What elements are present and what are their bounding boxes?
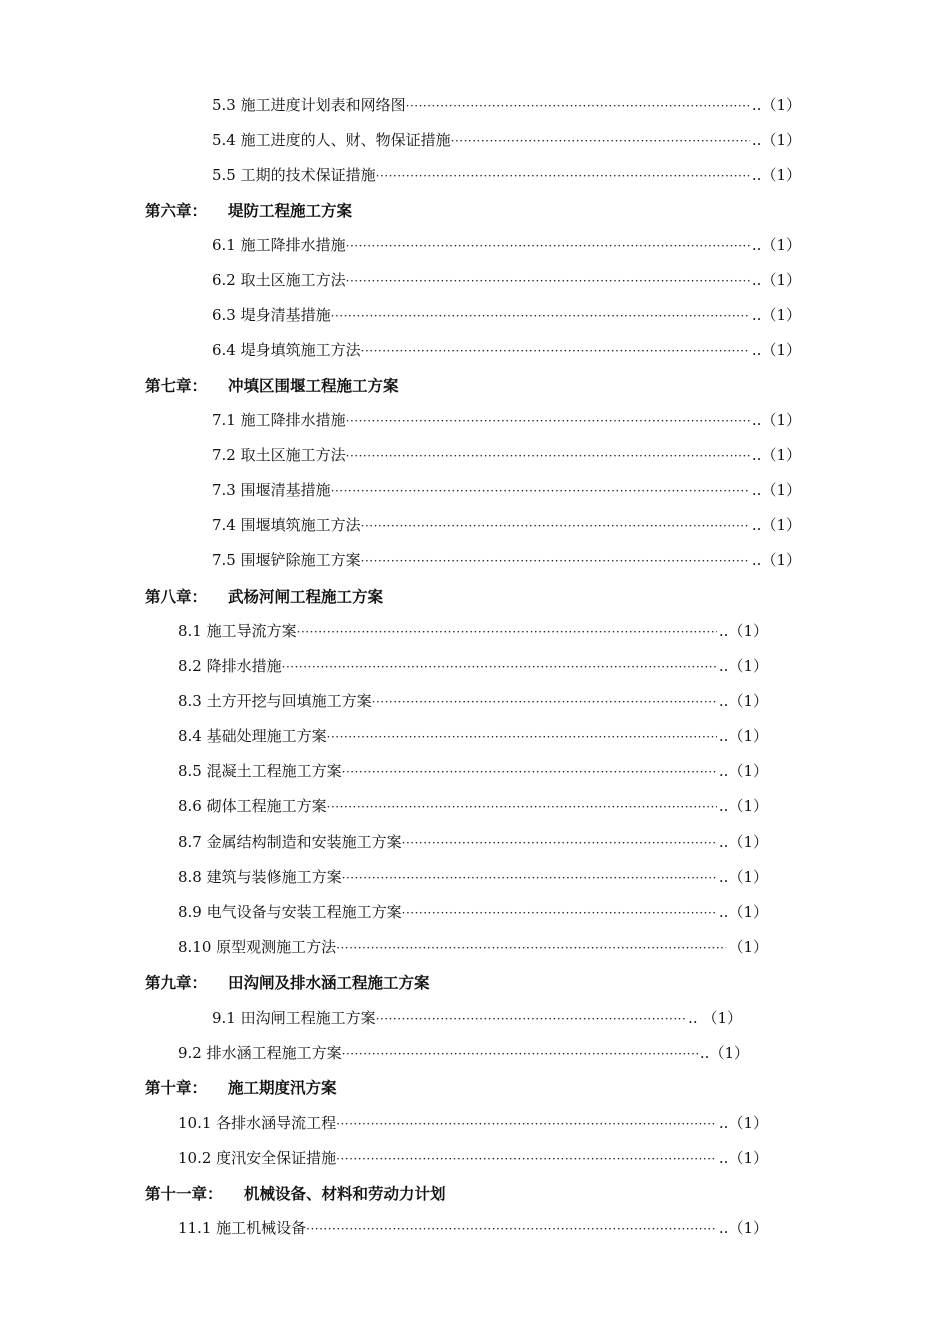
chapter-number: 第十章： [145,1078,208,1097]
toc-entry[interactable] [178,1110,768,1136]
toc-entry[interactable] [212,407,801,433]
dot-leader [451,128,750,154]
toc-entry[interactable] [212,1005,742,1031]
dot-leader [336,1146,717,1172]
toc-entry-page: ..（1） [751,341,801,359]
toc-entry-page: ..（1） [699,1044,749,1062]
toc-entry-page: ..（1） [751,516,801,534]
dot-leader [361,338,750,364]
toc-entry[interactable] [212,547,801,573]
chapter-heading[interactable] [145,1075,337,1101]
toc-entry-page: ..（1） [718,692,768,710]
toc-entry[interactable] [212,162,801,188]
toc-entry-label: 6.4 堤身填筑施工方法 [212,341,361,359]
dot-leader [346,408,750,434]
chapter-number: 第六章： [145,201,208,220]
chapter-number: 第九章： [145,973,208,992]
toc-entry-page: （1） [728,938,768,956]
toc-entry-page: ..（1） [718,657,768,675]
toc-entry[interactable] [178,864,768,890]
toc-entry-page: ..（1） [751,551,801,569]
toc-entry-label: 8.3 土方开挖与回填施工方案 [178,692,372,710]
toc-entry-page: ..（1） [718,622,768,640]
toc-entry[interactable] [212,267,801,293]
chapter-heading[interactable] [145,198,352,224]
chapter-number: 第十一章： [145,1184,223,1203]
toc-entry-page: ..（1） [751,131,801,149]
toc-entry[interactable] [212,232,801,258]
dot-leader [331,478,750,504]
dot-leader [331,303,750,329]
toc-entry-label: 8.6 砌体工程施工方案 [178,797,327,815]
toc-entry-label: 7.5 围堰铲除施工方案 [212,551,361,569]
toc-entry[interactable] [212,127,801,153]
toc-entry[interactable] [212,442,801,468]
dot-leader [336,935,726,961]
dot-leader [346,443,750,469]
dot-leader [402,830,717,856]
toc-entry-page: ..（1） [718,727,768,745]
toc-entry-label: 7.1 施工降排水措施 [212,411,346,429]
toc-entry-label: 8.2 降排水措施 [178,657,282,675]
dot-leader [372,689,717,715]
toc-entry-page: ..（1） [718,1149,768,1167]
toc-entry[interactable] [178,1215,768,1241]
toc-entry-label: 7.3 围堰清基措施 [212,481,331,499]
chapter-title: 冲填区围堰工程施工方案 [228,376,399,395]
toc-entry-label: 7.4 围堰填筑施工方法 [212,516,361,534]
toc-entry-page: ..（1） [718,833,768,851]
toc-entry[interactable] [178,793,768,819]
toc-entry-label: 7.2 取土区施工方法 [212,446,346,464]
chapter-title: 武杨河闸工程施工方案 [228,587,384,606]
dot-leader [306,1216,717,1242]
toc-entry[interactable] [212,512,801,538]
toc-entry-label: 5.5 工期的技术保证措施 [212,166,376,184]
toc-entry-page: ..（1） [751,446,801,464]
toc-entry-label: 6.1 施工降排水措施 [212,236,346,254]
dot-leader [376,1006,687,1032]
dot-leader [282,654,717,680]
toc-entry[interactable] [212,477,801,503]
toc-entry-label: 9.1 田沟闸工程施工方案 [212,1009,376,1027]
toc-entry-label: 8.4 基础处理施工方案 [178,727,327,745]
chapter-number: 第七章： [145,376,208,395]
chapter-heading[interactable] [145,584,383,610]
toc-entry[interactable] [178,723,768,749]
toc-entry-page: ..（1） [751,411,801,429]
dot-leader [342,1041,698,1067]
toc-entry[interactable] [178,1040,749,1066]
dot-leader [346,233,750,259]
toc-entry-label: 5.3 施工进度计划表和网络图 [212,96,406,114]
toc-entry[interactable] [212,92,801,118]
toc-entry-page: ..（1） [718,762,768,780]
toc-entry-page: ..（1） [718,1114,768,1132]
chapter-title: 机械设备、材料和劳动力计划 [244,1184,446,1203]
toc-entry-page: ..（1） [751,306,801,324]
toc-entry-label: 8.1 施工导流方案 [178,622,297,640]
dot-leader [402,900,717,926]
chapter-heading[interactable] [145,1181,446,1207]
toc-entry-label: 8.5 混凝土工程施工方案 [178,762,342,780]
toc-entry-label: 8.10 原型观测施工方法 [178,938,337,956]
chapter-title: 施工期度汛方案 [228,1078,337,1097]
dot-leader [336,1111,717,1137]
toc-entry-page: ..（1） [751,96,801,114]
toc-entry-label: 10.1 各排水涵导流工程 [178,1114,337,1132]
toc-entry[interactable] [212,337,801,363]
dot-leader [406,93,750,119]
dot-leader [342,865,717,891]
chapter-heading[interactable] [145,373,399,399]
chapter-title: 堤防工程施工方案 [228,201,353,220]
toc-entry-page: ..（1） [718,903,768,921]
toc-entry[interactable] [178,618,768,644]
toc-entry[interactable] [178,653,768,679]
toc-entry-label: 11.1 施工机械设备 [178,1219,307,1237]
dot-leader [342,759,717,785]
toc-entry-page: .. （1） [688,1009,742,1027]
toc-entry-page: ..（1） [718,868,768,886]
chapter-heading[interactable] [145,970,430,996]
toc-entry[interactable] [178,829,768,855]
toc-entry-label: 8.8 建筑与装修施工方案 [178,868,342,886]
toc-entry-label: 5.4 施工进度的人、财、物保证措施 [212,131,451,149]
toc-entry[interactable] [178,899,768,925]
toc-entry-page: ..（1） [751,481,801,499]
dot-leader [297,619,717,645]
toc-entry[interactable] [178,934,768,960]
dot-leader [376,163,750,189]
dot-leader [327,794,717,820]
toc-entry[interactable] [212,302,801,328]
toc-entry[interactable] [178,1145,768,1171]
toc-entry-page: ..（1） [751,166,801,184]
dot-leader [361,513,750,539]
dot-leader [346,268,750,294]
toc-entry-page: ..（1） [751,236,801,254]
dot-leader [361,548,750,574]
toc-entry-label: 8.9 电气设备与安装工程施工方案 [178,903,402,921]
toc-entry-page: ..（1） [718,1219,768,1237]
toc-entry[interactable] [178,688,768,714]
chapter-title: 田沟闸及排水涵工程施工方案 [228,973,430,992]
dot-leader [327,724,717,750]
toc-entry-page: ..（1） [718,797,768,815]
toc-entry-label: 8.7 金属结构制造和安装施工方案 [178,833,402,851]
chapter-number: 第八章： [145,587,208,606]
toc-entry-label: 6.2 取土区施工方法 [212,271,346,289]
toc-entry-label: 10.2 度汛安全保证措施 [178,1149,337,1167]
toc-entry-page: ..（1） [751,271,801,289]
toc-entry-label: 6.3 堤身清基措施 [212,306,331,324]
toc-entry[interactable] [178,758,768,784]
toc-entry-label: 9.2 排水涵工程施工方案 [178,1044,342,1062]
